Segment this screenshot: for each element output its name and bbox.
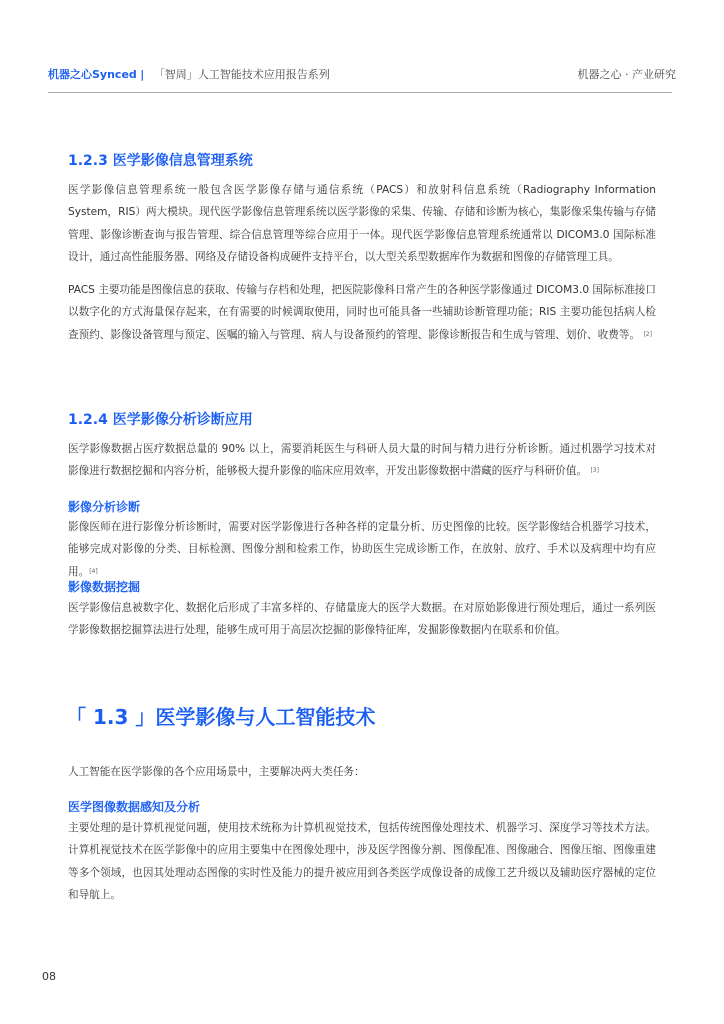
citation: [2] <box>643 330 652 338</box>
paragraph <box>68 438 656 483</box>
paragraph: 医学影像信息被数字化、数据化后形成了丰富多样的、存储量庞大的医学大数据。在对原始影像进行预处理后，通过一系列医学影像数据挖掘算法进行处理，能够生成可用于高层次挖掘的影像特征库，发掘影像数据内在联系和价值。 <box>68 602 656 637</box>
paragraph-text: 医学影像数据占医疗数据总量的 90% 以上，需要消耗医生与科研人员大量的时间与精力进行分析诊断。通过机器学习技术对影像进行数据挖掘和内容分析，能够极大提升影像的临床应用效率，开发出影像数据中潜藏的医疗与科研价值。 <box>68 443 656 478</box>
citation: [4] <box>89 567 98 575</box>
section-title-1-2-3: 1.2.3 医学影像信息管理系统 <box>68 153 253 169</box>
paragraph: 主要处理的是计算机视觉问题，使用技术统称为计算机视觉技术，包括传统图像处理技术、机器学习、深度学习等技术方法。计算机视觉技术在医学影像中的应用主要集中在图像处理中，涉及医学图像分割、图像配准、图像融合、图像压缩、图像重建等多个领域，也因其处理动态图像的实时性及能力的提升被应用到各类医学成像设备的成像工艺升级以及辅助医疗器械的定位和导航上。 <box>68 822 656 901</box>
chapter-title-1-3: 「 1.3 」医学影像与人工智能技术 <box>66 705 376 729</box>
paragraph <box>68 279 656 346</box>
paragraph: 医学影像信息管理系统一般包含医学影像存储与通信系统（PACS）和放射科信息系统（Radiography Information System，RIS）两大模块。现代医学影像信息管理系统以医学影像的采集、传输、存储和诊断为核心，集影像采集传输与存储管理、影像诊断查询与报告管理、综合信息管理等综合应用于一体。现代医学影像信息管理系统通常以 DICOM3.0 国际标准设计，通过高性能服务器、网络及存储设备构成硬件支持平台，以大型关系型数据库作为数据和图像的存储管理工具。 <box>68 184 656 263</box>
subheading: 影像分析诊断 <box>68 500 141 514</box>
paragraph: 人工智能在医学影像的各个应用场景中，主要解决两大类任务： <box>68 766 365 778</box>
subheading: 医学图像数据感知及分析 <box>68 800 201 814</box>
paragraph-text: 影像医师在进行影像分析诊断时，需要对医学影像进行各种各样的定量分析、历史图像的比较。医学影像结合机器学习技术，能够完成对影像的分类、目标检测、图像分割和检索工作，协助医生完成诊断工作，在放射、放疗、手术以及病理中均有应用。 <box>68 521 656 578</box>
brand-logo-text: 机器之心Synced <box>48 68 137 81</box>
header-separator: | <box>140 68 145 81</box>
paragraph-text: PACS 主要功能是图像信息的获取、传输与存档和处理，把医院影像科日常产生的各种医学影像通过 DICOM3.0 国际标准接口以数字化的方式海量保存起来，在有需要的时候调取使用，同时也可能具备一些辅助诊断管理功能；RIS 主要功能包括病人检查预约、影像设备管理与预定、医嘱的输入与管理、病人与设备预约的管理、影像诊断报告和生成与管理、划价、收费等。 <box>68 284 656 341</box>
header-right: 机器之心 · 产业研究 <box>577 68 676 81</box>
subheading: 影像数据挖掘 <box>68 580 141 594</box>
header-left <box>48 66 330 82</box>
paragraph <box>68 516 656 583</box>
header-divider <box>48 92 672 93</box>
page-number: 08 <box>42 970 56 983</box>
citation: [3] <box>590 467 599 475</box>
section-title-1-2-4: 1.2.4 医学影像分析诊断应用 <box>68 412 253 428</box>
report-series: 「智周」人工智能技术应用报告系列 <box>153 68 330 81</box>
